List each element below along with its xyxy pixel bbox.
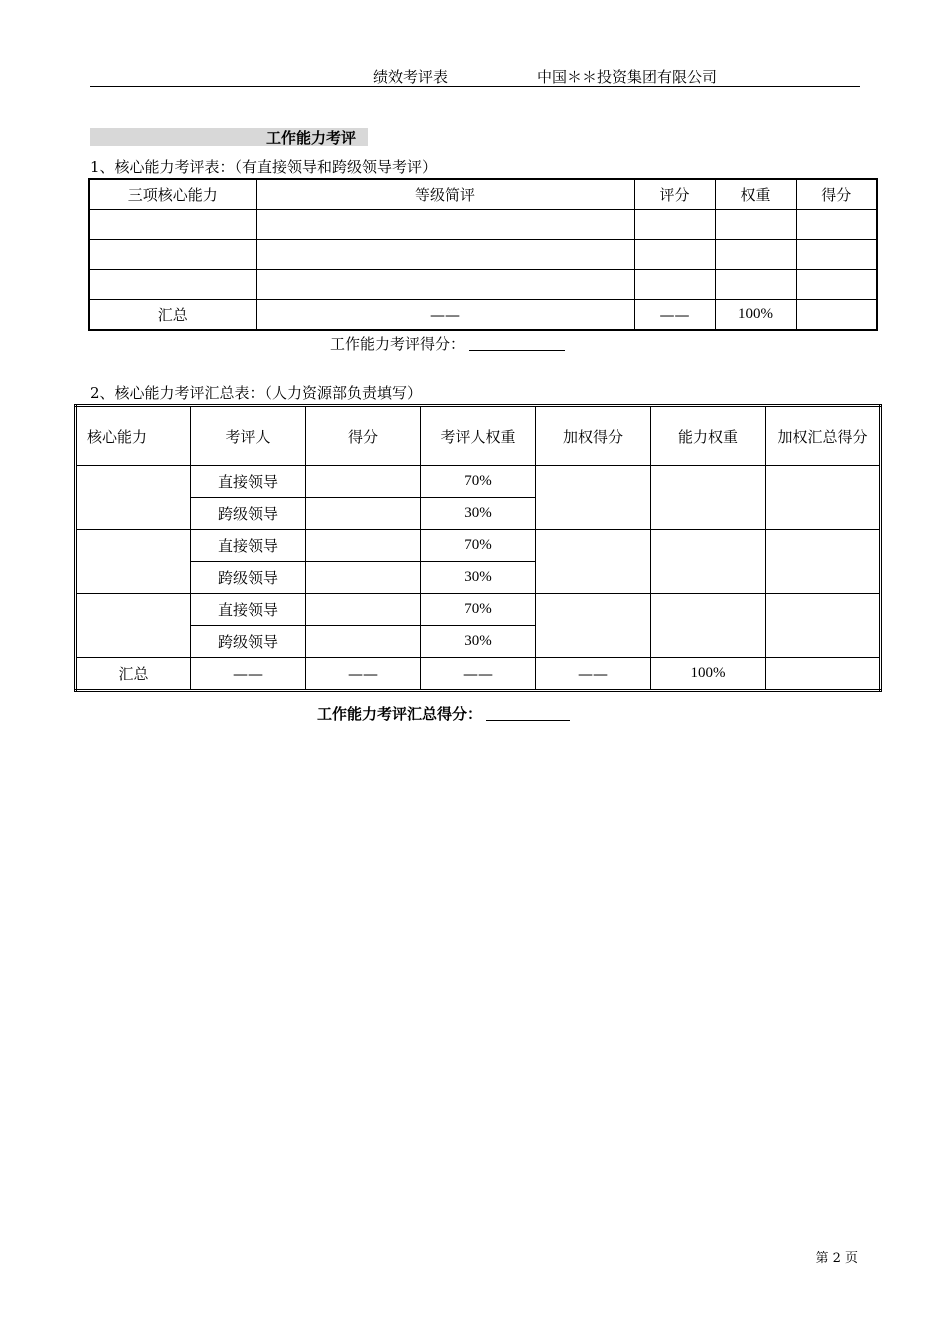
ability-input[interactable] — [76, 594, 191, 658]
summary-weighted: —— — [536, 658, 651, 691]
summary-result[interactable] — [796, 300, 877, 331]
header-cell: 核心能力 — [76, 406, 191, 466]
form-title: 绩效考评表 — [373, 68, 449, 86]
table1-score-label: 工作能力考评得分： — [330, 335, 466, 353]
header-cell: 考评人权重 — [421, 406, 536, 466]
score-input[interactable] — [306, 530, 421, 562]
summary-score: —— — [634, 300, 715, 331]
score-input[interactable] — [796, 270, 877, 300]
rater-weight: 70% — [421, 594, 536, 626]
rating-input[interactable] — [634, 240, 715, 270]
table2-score-label: 工作能力考评汇总得分： — [317, 705, 483, 723]
comment-input[interactable] — [256, 210, 634, 240]
weighted-total-input[interactable] — [766, 530, 881, 594]
summary-label: 汇总 — [89, 300, 256, 331]
header-cell: 权重 — [715, 179, 796, 210]
comment-input[interactable] — [256, 270, 634, 300]
rater-cell: 跨级领导 — [191, 562, 306, 594]
summary-score-blank[interactable] — [486, 719, 570, 721]
header-cell: 评分 — [634, 179, 715, 210]
rater-cell: 直接领导 — [191, 594, 306, 626]
summary-rater: —— — [191, 658, 306, 691]
weighted-total-input[interactable] — [766, 594, 881, 658]
weighted-score-input[interactable] — [536, 466, 651, 530]
header-cell: 加权得分 — [536, 406, 651, 466]
table-header-row — [76, 406, 881, 466]
summary-weight: 100% — [715, 300, 796, 331]
header-cell: 加权汇总得分 — [766, 406, 881, 466]
score-blank[interactable] — [469, 349, 565, 351]
rater-cell: 直接领导 — [191, 466, 306, 498]
weight-input[interactable] — [715, 270, 796, 300]
company-name: 中国＊＊投资集团有限公司 — [537, 68, 718, 86]
ability-weight-input[interactable] — [651, 594, 766, 658]
summary-comment: —— — [256, 300, 634, 331]
ability-input[interactable] — [76, 466, 191, 530]
header-cell: 考评人 — [191, 406, 306, 466]
summary-label: 汇总 — [76, 658, 191, 691]
rater-cell: 跨级领导 — [191, 626, 306, 658]
ability-weight-input[interactable] — [651, 530, 766, 594]
rater-cell: 直接领导 — [191, 530, 306, 562]
score-input[interactable] — [306, 626, 421, 658]
rater-cell: 跨级领导 — [191, 498, 306, 530]
header-cell: 三项核心能力 — [89, 179, 256, 210]
header-cell: 能力权重 — [651, 406, 766, 466]
ability-input[interactable] — [76, 530, 191, 594]
header-cell: 得分 — [796, 179, 877, 210]
table-row — [89, 240, 877, 270]
header-cell: 得分 — [306, 406, 421, 466]
weight-input[interactable] — [715, 210, 796, 240]
table2-caption: 2、核心能力考评汇总表：（人力资源部负责填写） — [90, 384, 423, 402]
ability-input[interactable] — [89, 240, 256, 270]
weighted-score-input[interactable] — [536, 594, 651, 658]
summary-row — [89, 300, 877, 331]
ability-input[interactable] — [89, 210, 256, 240]
page-header — [90, 62, 860, 87]
table2-score-line — [317, 703, 570, 724]
score-input[interactable] — [306, 466, 421, 498]
table1-caption: 1、核心能力考评表：（有直接领导和跨级领导考评） — [90, 158, 438, 176]
score-input[interactable] — [796, 240, 877, 270]
weighted-total-input[interactable] — [766, 466, 881, 530]
header-cell: 等级简评 — [256, 179, 634, 210]
rating-input[interactable] — [634, 270, 715, 300]
score-input[interactable] — [306, 594, 421, 626]
rater-weight: 30% — [421, 498, 536, 530]
rater-weight: 70% — [421, 466, 536, 498]
table-row — [76, 466, 881, 498]
ability-input[interactable] — [89, 270, 256, 300]
score-input[interactable] — [796, 210, 877, 240]
weight-input[interactable] — [715, 240, 796, 270]
rating-input[interactable] — [634, 210, 715, 240]
comment-input[interactable] — [256, 240, 634, 270]
table1-score-line — [330, 333, 565, 354]
page-number: 第 2 页 — [815, 1251, 858, 1266]
summary-ability-weight: 100% — [651, 658, 766, 691]
rater-weight: 30% — [421, 626, 536, 658]
summary-row — [76, 658, 881, 691]
table-row — [89, 270, 877, 300]
summary-score: —— — [306, 658, 421, 691]
rater-weight: 30% — [421, 562, 536, 594]
table-row — [89, 210, 877, 240]
summary-total-input[interactable] — [766, 658, 881, 691]
core-ability-summary-table — [74, 404, 882, 692]
weighted-score-input[interactable] — [536, 530, 651, 594]
summary-rater-weight: —— — [421, 658, 536, 691]
ability-weight-input[interactable] — [651, 466, 766, 530]
score-input[interactable] — [306, 562, 421, 594]
table-row — [76, 530, 881, 562]
core-ability-table — [88, 178, 878, 331]
score-input[interactable] — [306, 498, 421, 530]
rater-weight: 70% — [421, 530, 536, 562]
table-header-row — [89, 179, 877, 210]
table-row — [76, 594, 881, 626]
section-title: 工作能力考评 — [266, 129, 357, 147]
